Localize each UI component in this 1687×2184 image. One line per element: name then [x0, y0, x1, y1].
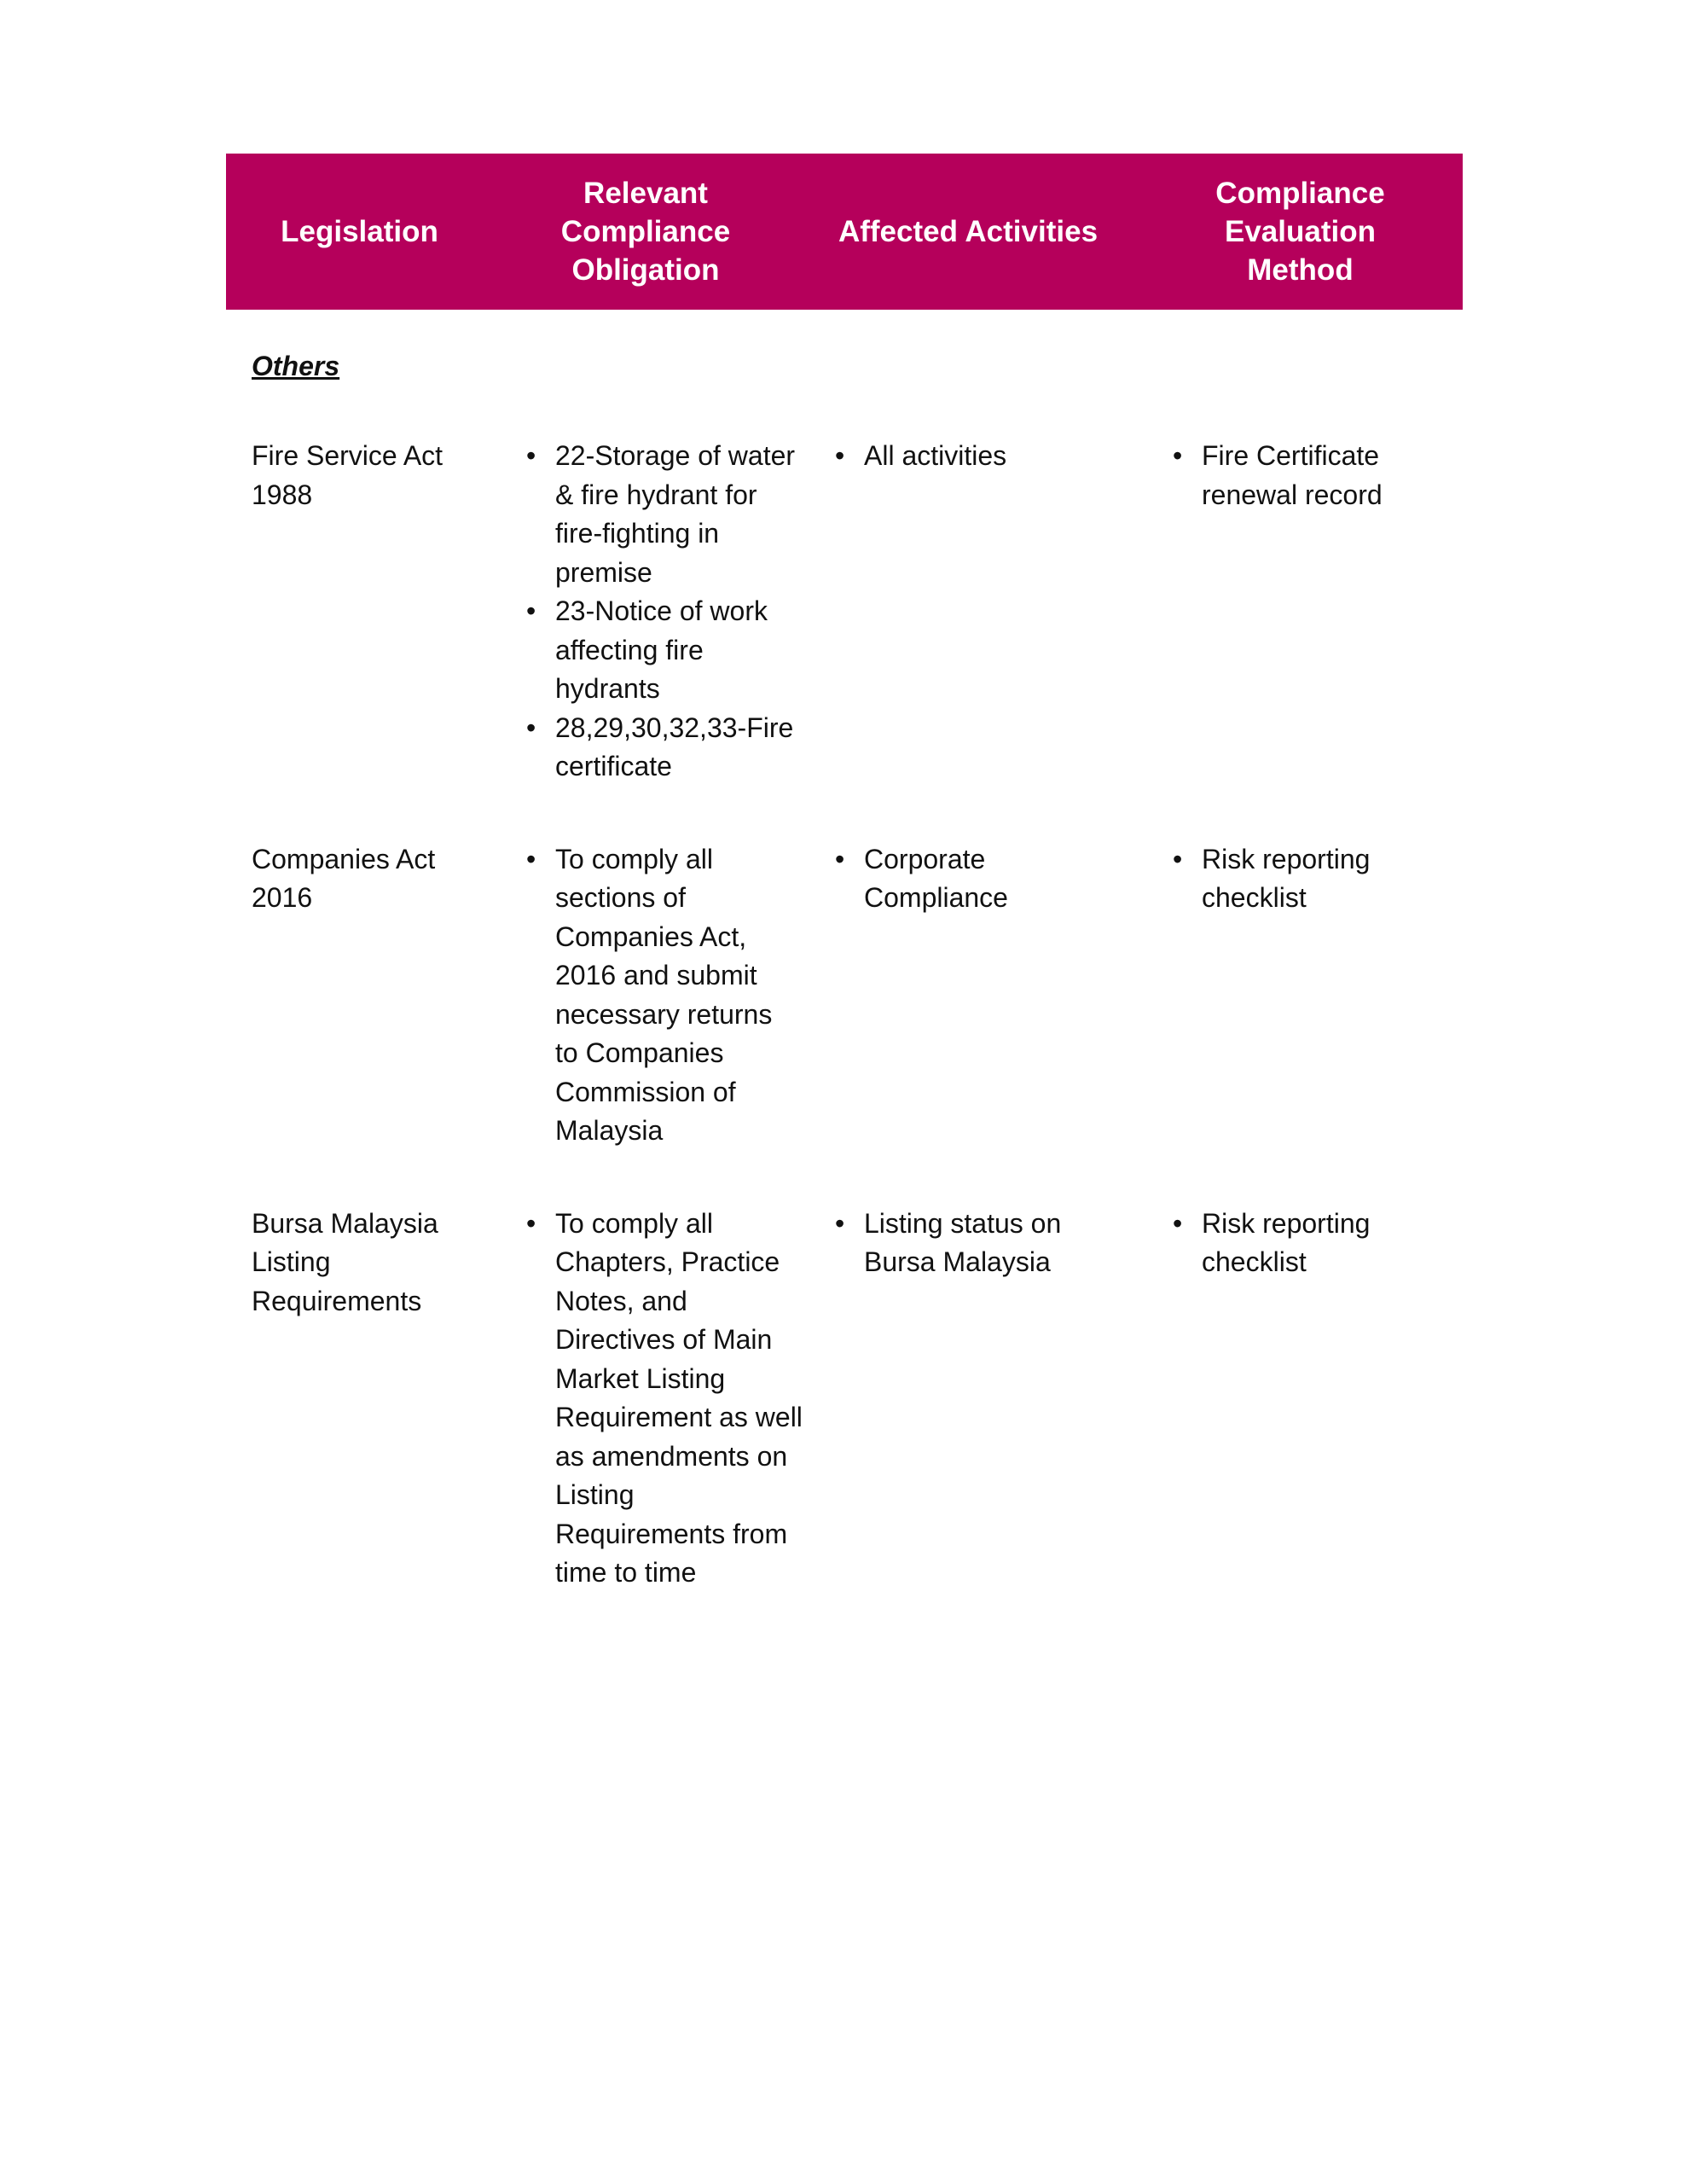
table-body [226, 437, 1463, 1593]
method-cell [1138, 437, 1463, 787]
table-row [226, 840, 1463, 1151]
legislation-cell: Bursa Malaysia Listing Requirements [252, 1207, 438, 1316]
compliance-table [226, 154, 1463, 1647]
list-item: • Risk reporting checklist [1202, 840, 1398, 918]
table-row [226, 437, 1463, 787]
activities-cell [798, 840, 1138, 1151]
bullet-icon: • [835, 1207, 845, 1239]
list-item: • Risk reporting checklist [1202, 1205, 1398, 1282]
method-list [1173, 840, 1398, 918]
obligation-cell [493, 437, 798, 787]
list-item: • 28,29,30,32,33-Fire certificate [555, 709, 811, 787]
obligation-cell [493, 840, 798, 1151]
header-compliance-evaluation-method: Compliance Evaluation Method [1215, 177, 1385, 287]
list-item: • 22-Storage of water & fire hydrant for fire-fighting in premise [555, 437, 811, 592]
bullet-icon: • [835, 440, 845, 471]
activities-cell [798, 437, 1138, 787]
list-item: • Listing status on Bursa Malaysia [864, 1205, 1094, 1282]
obligation-list [526, 437, 811, 787]
list-item: • To comply all Chapters, Practice Notes, and Directives of Main Market Listing Requirement as well as amendments on Listing Requirements from time to time [555, 1205, 803, 1593]
list-item: • Fire Certificate renewal record [1202, 437, 1423, 514]
list-item: • Corporate Compliance [864, 840, 1060, 918]
method-cell [1138, 1205, 1463, 1593]
table-header-row [226, 154, 1463, 310]
bullet-icon: • [835, 843, 845, 874]
list-item: • 23-Notice of work affecting fire hydrants [555, 592, 811, 709]
header-legislation: Legislation [281, 215, 438, 248]
method-cell [1138, 840, 1463, 1151]
obligation-cell [493, 1205, 803, 1593]
obligation-list [526, 840, 794, 1151]
bullet-icon: • [526, 1207, 536, 1239]
activities-list [835, 437, 1129, 476]
bullet-icon: • [526, 440, 536, 471]
list-item: • To comply all sections of Companies Act, 2016 and submit necessary returns to Companies Commission of Malaysia [555, 840, 794, 1151]
activities-list [835, 840, 1060, 918]
method-list [1173, 437, 1423, 514]
legislation-cell: Fire Service Act 1988 [252, 440, 443, 510]
bullet-icon: • [526, 595, 536, 626]
section-label-others: Others [252, 351, 340, 381]
bullet-icon: • [1173, 843, 1183, 874]
header-relevant-compliance-obligation: Relevant Compliance Obligation [560, 177, 731, 287]
bullet-icon: • [526, 712, 536, 743]
header-affected-activities: Affected Activities [838, 215, 1099, 248]
table-row [226, 1205, 1463, 1593]
activities-list [835, 1205, 1094, 1282]
bullet-icon: • [1173, 440, 1183, 471]
bullet-icon: • [1173, 1207, 1183, 1239]
bullet-icon: • [526, 843, 536, 874]
activities-cell [798, 1205, 1138, 1593]
method-list [1173, 1205, 1398, 1282]
legislation-cell: Companies Act 2016 [252, 843, 436, 913]
list-item: • All activities [864, 437, 1129, 476]
obligation-list [526, 1205, 803, 1593]
